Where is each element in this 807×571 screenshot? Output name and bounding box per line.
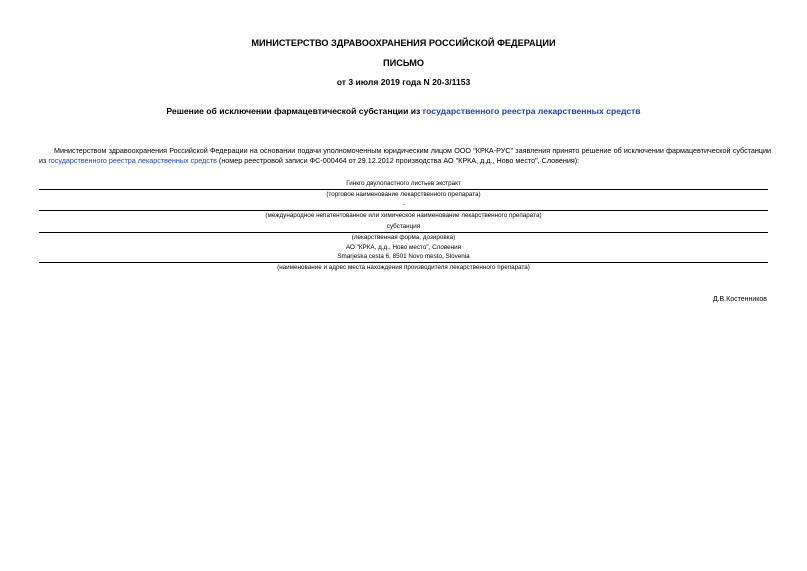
- divider-line: [39, 189, 768, 190]
- divider-line: [39, 262, 768, 263]
- body-paragraph: [39, 146, 771, 165]
- manufacturer-line2: Smarjeska cesta 6, 8501 Novo mesto, Slovenia: [337, 253, 470, 260]
- signature: Д.В.Костенников: [712, 296, 767, 303]
- divider-line: [39, 232, 768, 233]
- body-text-part1: Министерством здравоохранения Российской Федерации на основании подачи уполномоченным юридическим лицом ООО "КРКА-РУС" заявления принято решение об исключении фармацевтической субстанции из: [39, 146, 771, 165]
- ministry-title: МИНИСТЕРСТВО ЗДРАВООХРАНЕНИЯ РОССИЙСКОЙ ФЕДЕРАЦИИ: [251, 38, 556, 48]
- body-registry-link[interactable]: государственного реестра лекарственных средств: [48, 155, 217, 165]
- form-caption: (лекарственная форма, дозировка): [351, 234, 456, 241]
- manufacturer-line1: АО "КРКА, д.д., Ново место", Словения: [345, 244, 462, 251]
- body-text-part2: (номер реестровой записи ФС-000464 от 29.12.2012 производства АО "КРКА, д.д., Ново место", Словения):: [216, 155, 580, 165]
- form-value: субстанция: [386, 223, 421, 230]
- document-kind: ПИСЬМО: [382, 58, 425, 68]
- divider-line: [39, 210, 768, 211]
- registry-link[interactable]: государственного реестра лекарственных средств: [422, 106, 641, 116]
- document-date-number: от 3 июля 2019 года N 20-3/1153: [336, 77, 471, 87]
- inn-caption: (международное непатентованное или химическое наименование лекарственного препарата): [265, 212, 542, 219]
- inn-value: -: [402, 201, 405, 208]
- trade-name-value: Гинкго двулопастного листьев экстракт: [346, 180, 461, 187]
- manufacturer-caption: (наименование и адрес места нахождения производителя лекарственного препарата): [277, 264, 530, 271]
- document-subject: [0, 106, 807, 116]
- trade-name-caption: (торговое наименование лекарственного препарата): [326, 191, 481, 198]
- subject-prefix: Решение об исключении фармацевтической субстанции из: [166, 106, 423, 116]
